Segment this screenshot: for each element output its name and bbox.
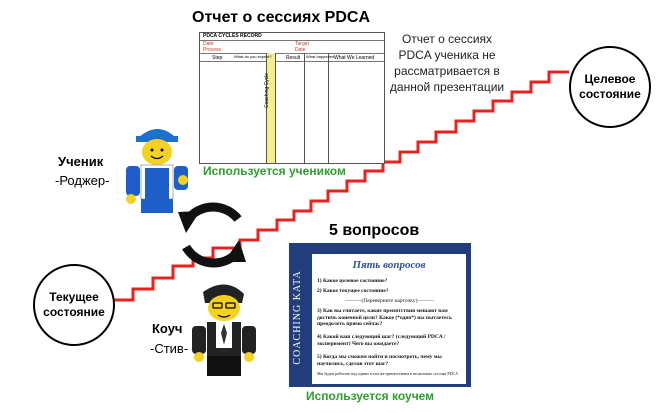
coaching-kata-spine [292, 255, 306, 380]
card-question-3: 3) Как вы считаете, какие препятствия мешают вам достичь конечной цели? Какое (*одно*) вы пытаетесь преодолеть прямо сейчас? [317, 308, 452, 327]
pdca-col-expect: What do you expect? [234, 54, 272, 59]
card-footnote: Мы будем работать над одним и тем же препятствием в нескольких сессиях PDCA [317, 371, 459, 376]
card-question-4: 4) Какой ваш следующий шаг? (следующий PDCA / эксперимент) Чего вы ожидаете? [317, 334, 446, 347]
pdca-col-result: Result [286, 55, 301, 61]
student-label: Ученик [58, 154, 104, 169]
card-question-5: 5) Когда мы сможем пойти и посмотреть, чему мы научились, сделав этот шаг? [317, 354, 442, 367]
pdca-form-header: PDCA CYCLES RECORD [200, 33, 384, 41]
goal-state-line2: состояние [579, 87, 641, 101]
student-name: -Роджер- [55, 173, 110, 188]
coach-figure-icon [192, 284, 256, 376]
pdca-col-what-happened: What happened [306, 54, 335, 59]
pdca-col-learned: What We Learned [334, 55, 375, 61]
goal-state-line1: Целевое [584, 72, 636, 86]
used-by-coach-label: Используется коучем [306, 389, 435, 403]
pdca-form-field: Date [295, 47, 306, 53]
pdca-form-field: Date [203, 41, 214, 47]
student-figure-icon [126, 129, 188, 213]
coach-label: Коуч [152, 321, 183, 336]
pdca-report-title: Отчет о сессиях PDCA [192, 9, 370, 26]
current-state-line1: Текущее [49, 290, 99, 304]
pdca-coaching-cycle-label: Coaching Cycle [264, 72, 270, 108]
pdca-col-step: Step [212, 55, 223, 61]
goal-state-circle [569, 46, 651, 128]
current-state-circle [33, 264, 115, 346]
pdca-coaching-band [266, 53, 275, 163]
pdca-form-field: Process [203, 47, 222, 53]
coaching-kata-spine-text: COACHING KATA [292, 270, 303, 365]
pdca-form-field: Target [295, 41, 309, 47]
coaching-kata-card-face [312, 254, 466, 384]
five-questions-title: 5 вопросов [329, 222, 420, 239]
used-by-student-label: Используется учеником [203, 164, 346, 178]
pdca-report-note: Отчет о сессиях PDCA ученика не рассматривается в данной презентации [389, 32, 505, 94]
card-flip-instruction: ———(Переверните карточку)——— [345, 298, 434, 304]
pdca-record-form [199, 32, 385, 164]
card-question-2: 2) Какое текущее состояние? [317, 288, 389, 294]
coach-name: -Стив- [150, 341, 189, 356]
card-question-1: 1) Какое целевое состояние? [317, 278, 388, 284]
card-title: Пять вопросов [352, 259, 426, 271]
current-state-line2: состояние [43, 305, 105, 319]
